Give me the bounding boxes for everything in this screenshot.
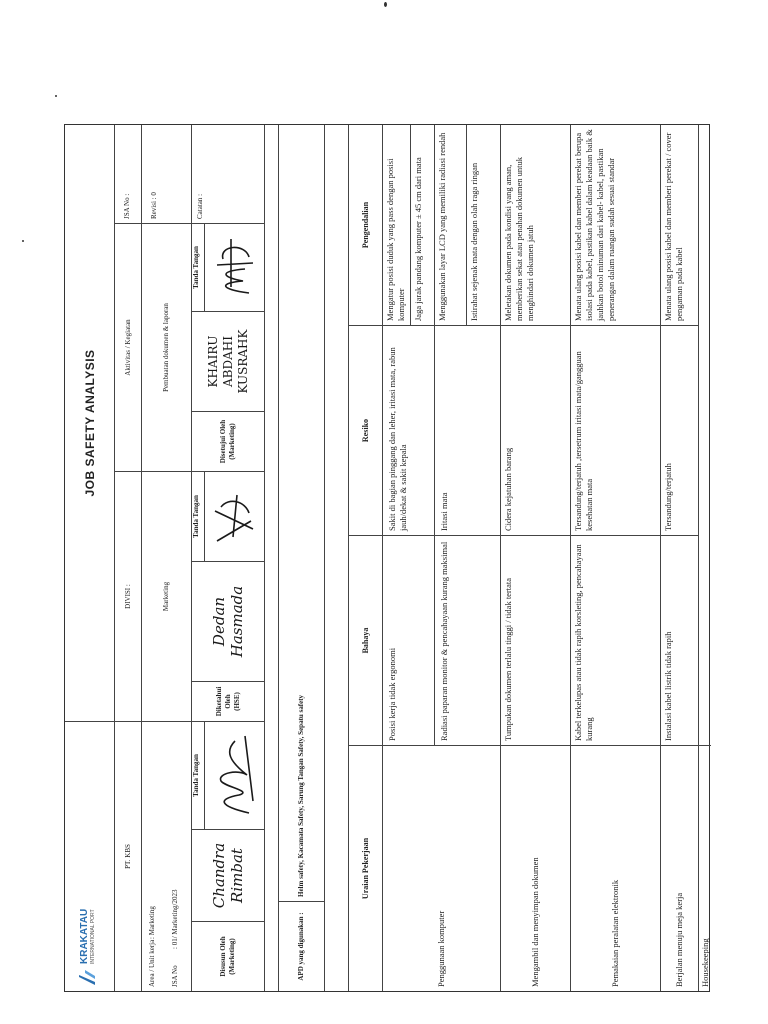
apd-value-cell [279,125,324,901]
apd-label-cell [279,901,324,991]
revisi-cell [142,125,191,223]
catatan-label: Catatan : [196,193,204,219]
disusun-sign-cell [192,721,264,829]
jsa-label: JSA No [171,965,179,987]
scan-speck [22,240,24,242]
logo-brand: KRAKATAU [78,908,90,964]
approval-row [192,125,265,991]
apd-label: APD yang digunakan : [297,912,305,981]
apd-row [279,125,325,991]
resiko-cell [571,325,660,535]
aktivitas-label-cell [115,223,141,471]
bahaya-text: Kabel terkelupas atau tidak rapih korsleting, pencahayaan kurang [573,544,594,741]
uraian-cell [571,745,660,991]
bahaya-text: Instalasi kabel listrik tidak rapih [663,631,673,741]
area-label: Area / Unit kerja [148,939,156,987]
pengendalian-cell [571,125,660,325]
pengendalian-cell [661,125,698,325]
disetujui-handwritten-name: KHAIRU ABDAHI KUSRAHK [205,329,250,394]
col-bahaya [349,535,382,745]
uraian-text: Housekeeping [699,938,710,987]
pengendalian-text: Menata ulang posisi kabel dan memberi perekat berupa isolasi pada kabel, pastikan kabel dalam keadaan baik & jauhkan botol minuman dari kabel- kabel, pastikan penerangan dalam ruangan sudah sesuai standar [573,129,616,321]
table-row [661,125,699,991]
area-value: : Marketing [148,906,156,939]
logo-sub: INTERNATIONAL PORT [89,909,96,964]
disetujui-name-cell [192,311,264,411]
resiko-text: Sakit di bagian pinggang dan leher, iritasi mata, rabun jauh/dekat & sakit kepala [387,347,408,531]
title-row [65,125,115,991]
revisi-value: Revisi : 0 [150,192,158,219]
logo-cell [65,721,114,991]
divisi-label-cell [115,471,141,721]
pengendalian-cell [501,125,570,325]
disusun-label-cell [192,921,264,991]
col-bahaya-label: Bahaya [361,627,370,654]
scan-speck [55,95,57,97]
diketahui-signature [205,472,263,561]
pengendalian-text: Jaga jarak pandang komputer ± 45 cm dari mata [413,157,423,321]
housekeeping-block [699,125,711,991]
col-pengendalian-label: Pengendalian [361,201,370,249]
resiko-text: Cidera kejatuhan barang [503,447,513,531]
disusun-handwritten-name: Chandra Rimbat [210,842,246,909]
krakatau-logo-icon [77,967,97,987]
pengendalian-text: Istirahat sejenak mata dengan olah raga ringan [469,162,479,321]
header-row-2 [142,125,192,991]
divisi-value-cell [142,471,191,721]
jsa-value: : 01/ Marketing/2023 [171,889,179,949]
col-resiko [349,325,382,535]
bahaya-text: Posisi kerja tidak ergonomi [387,647,397,741]
resiko-cell [661,325,698,535]
diketahui-label: Diketahui Oleh (HSE) [214,686,241,717]
disusun-name-cell [192,829,264,921]
apd-value: Helm safety, Kacamata Safety, Sarung Tangan Safety, Sepatu safety [297,694,305,897]
aktivitas-value: Pembuatan dokumen & laporan [162,303,170,392]
area-jsa-cell [142,721,191,991]
bahaya-cell [383,535,500,745]
col-resiko-label: Resiko [361,418,370,443]
jsa-no-label: JSA No : [123,193,131,219]
catatan-cell [192,125,264,223]
title-cell [65,125,114,721]
divisi-value: Marketing [162,581,170,612]
pengendalian-text: Meletakan dokumen pada kondisi yang aman, memberikan sekat atau penahan dokumen untuk menghindari dokumen jatuh [503,156,535,321]
krakatau-logo [77,726,97,987]
disetujui-ttd-label: Tanda Tangan [192,224,205,311]
header-row-1 [115,125,142,991]
page-title: JOB SAFETY ANALYSIS [82,349,97,497]
aktivitas-label: Aktivitas / Kegiatan [123,319,132,376]
pengendalian-cell [383,125,500,325]
uraian-cell [383,745,500,991]
diketahui-name-cell [192,561,264,681]
resiko-text: Tersandung/terjatuh ,tersetrum iritasi mata/gangguan kesehatan mata [573,351,594,531]
uraian-cell [501,745,570,991]
resiko-text: Iritasi mata [439,492,449,531]
uraian-text: Penggunaan komputer [436,910,446,987]
jsa-form [64,124,710,992]
disetujui-label-cell [192,411,264,471]
spacer-row [325,125,349,991]
column-header-row [349,125,383,991]
uraian-text: Pemakaian peralatan elektronik [610,879,620,987]
bahaya-cell [501,535,570,745]
jsa-no-cell [115,125,141,223]
disusun-signature [205,722,263,829]
bahaya-cell [661,535,698,745]
col-uraian [349,745,382,991]
diketahui-handwritten-name: Dedan Hasmada [210,585,246,658]
bahaya-text: Radiasi paparan monitor & pencahayaan kurang maksimal [439,541,449,741]
diketahui-label-cell [192,681,264,721]
pengendalian-text: Menata ulang posisi kabel dan memberi perekat / cover pengaman pada kabel [663,132,684,321]
col-pengendalian [349,125,382,325]
table-row [501,125,571,991]
disetujui-signature [205,224,263,311]
aktivitas-value-cell [142,223,191,471]
resiko-text: Tersandung/terjatuh [663,463,673,531]
spacer-row [265,125,279,991]
diketahui-ttd-label: Tanda Tangan [192,472,205,561]
disetujui-label: Disetujui Oleh (Marketing) [219,419,236,464]
disusun-ttd-label: Tanda Tangan [192,722,205,829]
uraian-text: Mengambil dan menyimpan dokumen [530,857,540,987]
table-row [383,125,501,991]
scan-speck [384,2,387,7]
disetujui-sign-cell [192,223,264,311]
divisi-label: DIVISI : [123,584,132,609]
uraian-text: Berjalan menuju meja kerja [674,892,684,987]
resiko-cell [501,325,570,535]
uraian-cell [661,745,698,991]
disusun-label: Disusun Oleh (Marketing) [219,936,236,977]
company-name: PT. KBS [123,844,132,869]
col-uraian-label: Uraian Pekerjaan [361,837,370,900]
diketahui-sign-cell [192,471,264,561]
pengendalian-text: Mengatur posisi duduk yang pass dengan posisi komputer [385,158,406,321]
uraian-cell [699,745,711,991]
resiko-cell [383,325,500,535]
table-row [571,125,661,991]
bahaya-cell [571,535,660,745]
bahaya-text: Tumpukan dokumen terlalu tinggi / tidak tertata [503,577,513,741]
pengendalian-text: Menggunakan layar LCD yang memiliki radiasi rendah [437,132,447,321]
company-cell [115,721,141,991]
